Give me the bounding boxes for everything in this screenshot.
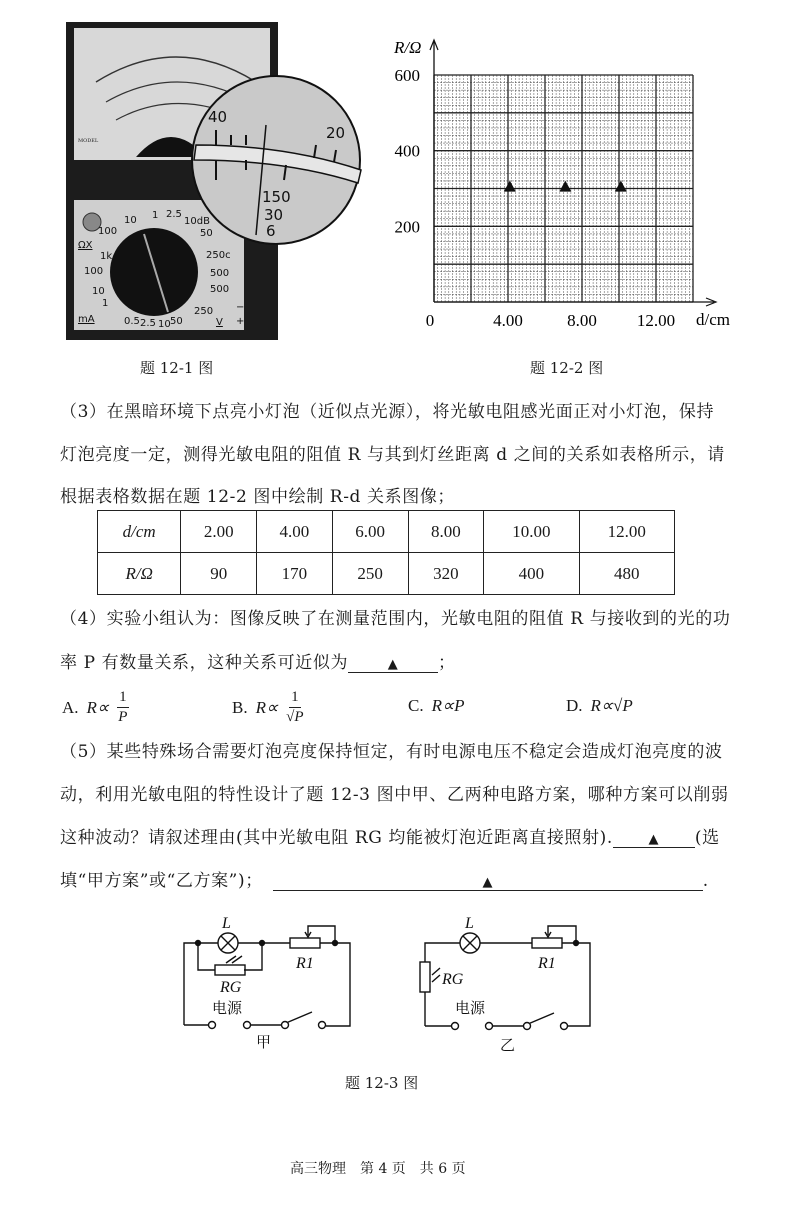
dial-label: 1k: [100, 251, 113, 262]
option-letter: B.: [232, 697, 248, 717]
dial-label: 250: [194, 306, 214, 317]
answer-blank-scheme[interactable]: ▲: [613, 829, 695, 848]
r-d-graph: [380, 30, 760, 340]
circuit-yi-label: 乙: [500, 1038, 516, 1054]
dial-label: 0.5: [124, 316, 140, 327]
q3-text-line: （3）在黑暗环境下点亮小灯泡（近似点光源），将光敏电阻感光面正对小灯泡，保持: [60, 402, 715, 422]
dial-label: 1: [102, 298, 109, 309]
circuit-jia-label: 甲: [256, 1035, 272, 1051]
q5-hint: (选: [694, 828, 720, 848]
fraction: $\frac{1}{P}$: [118, 689, 128, 725]
table-cell: 2.00: [181, 511, 257, 553]
dial-label: 10: [124, 215, 137, 226]
q4-text-line: [60, 648, 456, 673]
option-letter: C.: [408, 696, 424, 715]
dial-label: 2.5: [140, 318, 156, 329]
magnifier-inset: [186, 70, 366, 250]
x-tick-label: 8.00: [567, 311, 597, 330]
q3-text-line: 根据表格数据在题 12-2 图中绘制 R-d 关系图像；: [60, 487, 456, 507]
minus-terminal-label: −: [236, 302, 245, 313]
lamp-label: L: [465, 915, 474, 932]
x-tick-label: 4.00: [493, 311, 523, 330]
lamp-label: L: [222, 915, 231, 932]
dial-label: 2.5: [166, 209, 182, 220]
plus-terminal-label: +: [236, 316, 245, 327]
answer-blank-reason[interactable]: ▲: [273, 872, 703, 891]
option-a: [62, 690, 129, 725]
answer-blank[interactable]: ▲: [348, 654, 438, 673]
x-axis-label: d/cm: [696, 310, 730, 329]
ma-range-label: mA: [78, 314, 95, 325]
x-tick-label: 12.00: [636, 311, 676, 330]
power-source-label: 电源: [212, 1001, 243, 1017]
dial-label: 100: [98, 226, 118, 237]
punctuation: .: [702, 871, 709, 891]
answer-marker-triangle: [615, 181, 627, 192]
punctuation: ；: [438, 653, 456, 673]
r1-label: R1: [538, 955, 556, 972]
answer-marker-triangle: [559, 181, 571, 192]
fraction: $\frac{1}{√P}$: [286, 689, 304, 725]
v-range-label: V: [216, 317, 223, 328]
option-c: [408, 696, 465, 716]
circuit-jia: [184, 926, 350, 1029]
q5-text-line: [60, 866, 709, 891]
answer-marker-triangle: [504, 181, 516, 192]
table-cell: 170: [257, 553, 333, 595]
zoom-scale-40: 40: [208, 108, 228, 126]
dial-label: 250c: [206, 250, 231, 261]
y-tick-label: 200: [394, 217, 420, 237]
q5-text-line: （5）某些特殊场合需要灯泡亮度保持恒定，有时电源电压不稳定会造成灯泡亮度的波: [60, 742, 723, 762]
table-cell: 6.00: [332, 511, 408, 553]
table-row: [98, 553, 675, 595]
q5-text-line: [60, 823, 720, 848]
dial-label: 1: [152, 210, 159, 221]
dial-label: 500: [210, 284, 230, 295]
q3-text-line: 灯泡亮度一定，测得光敏电阻的阻值 R 与其到灯丝距离 d 之间的关系如表格所示，请: [60, 445, 725, 465]
power-source-label: 电源: [455, 1001, 486, 1017]
table-cell: 8.00: [408, 511, 484, 553]
circuit-diagrams: [170, 900, 600, 1070]
dial-label: 50: [170, 316, 183, 327]
dial-label: 10dB: [184, 216, 210, 227]
zoom-scale-150: 150: [262, 188, 291, 206]
figure-12-3-caption: 题 12-3 图: [345, 1074, 419, 1092]
option-d: [566, 696, 633, 716]
option-letter: A.: [62, 697, 79, 717]
q5-prompt: 这种波动？请叙述理由(其中光敏电阻 RG 均能被灯泡近距离直接照射).: [60, 828, 613, 848]
q4-prompt: 率 P 有数量关系，这种关系可近似为: [60, 653, 349, 673]
page-footer: 高三物理 第 4 页 共 6 页: [290, 1161, 466, 1177]
x-tick-label: 0: [425, 311, 435, 330]
figure-12-2-caption: 题 12-2 图: [530, 359, 604, 377]
table-header-cell: d/cm: [98, 511, 181, 553]
option-lhs: R∝: [86, 697, 110, 717]
zoom-scale-20: 20: [326, 124, 346, 142]
y-axis-label: R/Ω: [394, 38, 422, 57]
y-tick-label: 400: [394, 141, 420, 161]
ohm-range-label: ΩX: [78, 240, 93, 251]
option-letter: D.: [566, 696, 583, 715]
zoom-scale-6: 6: [266, 222, 276, 240]
dial-label: 500: [210, 268, 230, 279]
rg-label: RG: [442, 971, 464, 988]
option-lhs: R∝: [255, 697, 279, 717]
figure-12-1-caption: 题 12-1 图: [140, 359, 214, 377]
dial-label: 50: [200, 228, 213, 239]
option-b: [232, 690, 304, 725]
rg-label: RG: [220, 979, 242, 996]
table-cell: 320: [408, 553, 484, 595]
q5-prompt: 填“甲方案”或“乙方案”)；: [60, 871, 263, 891]
table-cell: 4.00: [257, 511, 333, 553]
y-tick-label: 600: [394, 66, 420, 85]
dial-label: 10: [158, 319, 171, 330]
table-cell: 10.00: [484, 511, 579, 553]
r1-label: R1: [296, 955, 314, 972]
table-cell: 480: [579, 553, 674, 595]
dial-label: 10: [92, 286, 105, 297]
zoom-scale-30: 30: [264, 206, 284, 224]
dial-label: 100: [84, 266, 104, 277]
table-header-cell: R/Ω: [98, 553, 181, 595]
q4-text-line: （4）实验小组认为：图像反映了在测量范围内，光敏电阻的阻值 R 与接收到的光的功: [60, 609, 731, 629]
meter-model-label: MODEL: [78, 138, 99, 144]
q5-text-line: 动，利用光敏电阻的特性设计了题 12-3 图中甲、乙两种电路方案，哪种方案可以削弱: [60, 785, 729, 805]
table-cell: 12.00: [579, 511, 674, 553]
option-expr: R∝P: [431, 696, 465, 715]
table-row: [98, 511, 675, 553]
table-cell: 400: [484, 553, 579, 595]
table-cell: 90: [181, 553, 257, 595]
r-d-data-table: [97, 510, 675, 595]
table-cell: 250: [332, 553, 408, 595]
option-expr: R∝√P: [590, 696, 633, 715]
